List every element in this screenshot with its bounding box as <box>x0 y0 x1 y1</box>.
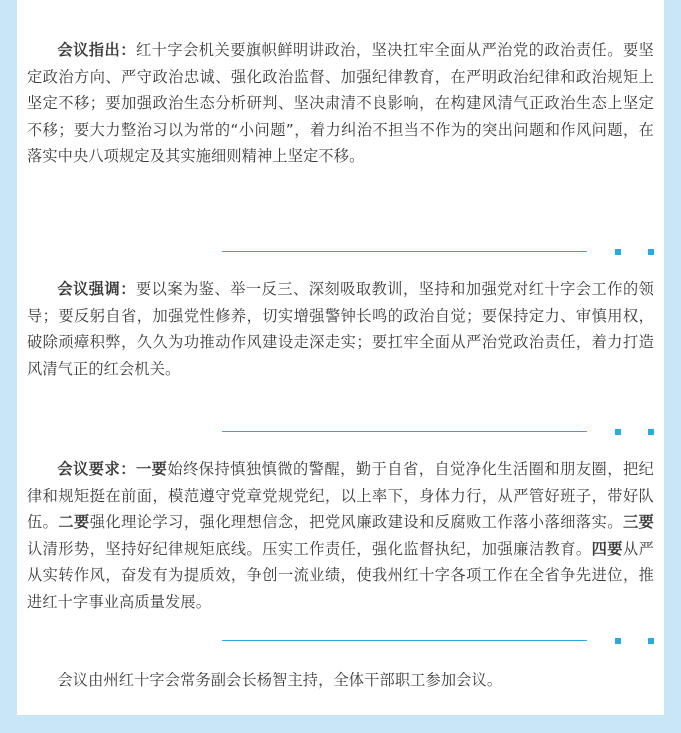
section-divider-line <box>222 640 587 641</box>
requirement-text: 强化理论学习，强化理想信念，把党风廉政建设和反腐败工作落小落细落实。 <box>89 513 623 532</box>
requirement-number: 四要 <box>591 539 623 558</box>
paragraph-meeting-emphasized <box>27 276 654 382</box>
divider-dot-icon <box>615 429 621 435</box>
article-page <box>17 0 664 715</box>
section-label: 会议指出： <box>57 41 136 59</box>
paragraph-meeting-pointed-out <box>27 37 654 170</box>
divider-dot-icon <box>648 429 654 435</box>
paragraph-closing: 会议由州红十字会常务副会长杨智主持，全体干部职工参加会议。 <box>57 671 503 689</box>
divider-dot-icon <box>648 249 654 255</box>
section-divider-line <box>222 431 587 432</box>
requirement-text: 从严从实转作风，奋发有为提质效，争创一流业绩，使我州红十字各项工作在全省争先进位，推进红十字事业高质量发展。 <box>27 539 654 611</box>
requirement-text: 认清形势，坚持好纪律规矩底线。压实工作责任，强化监督执纪，加强廉洁教育。 <box>27 539 592 558</box>
divider-dot-icon <box>615 249 621 255</box>
requirement-text: 始终保持慎独慎微的警醒，勤于自省，自觉净化生活圈和朋友圈，把纪律和规矩挺在前面，模范遵守党章党规党纪，以上率下，身体力行，从严管好班子，带好队伍。 <box>27 460 654 532</box>
section-divider-line <box>222 251 587 252</box>
requirement-number: 三要 <box>622 513 654 532</box>
section-text: 要以案为鉴、举一反三、深刻吸取教训，坚持和加强党对红十字会工作的领导；要反躬自省，加强党性修养，切实增强警钟长鸣的政治自觉；要保持定力、审慎用权，破除顽瘴积弊，久久为功推动作风建设走深走实；要扛牢全面从严治党政治责任，着力打造风清气正的红会机关。 <box>27 280 655 378</box>
divider-dot-icon <box>648 638 654 644</box>
divider-dot-icon <box>615 638 621 644</box>
requirement-number: 一要 <box>135 460 168 478</box>
requirement-number: 二要 <box>58 513 90 532</box>
section-label: 会议要求： <box>57 460 136 478</box>
paragraph-meeting-required <box>27 456 654 616</box>
section-label: 会议强调： <box>57 280 136 298</box>
section-text: 红十字会机关要旗帜鲜明讲政治，坚决扛牢全面从严治党的政治责任。要坚定政治方向、严守政治忠诚、强化政治监督、加强纪律教育，在严明政治纪律和政治规矩上坚定不移；要加强政治生态分析研判、坚决肃清不良影响，在构建风清气正政治生态上坚定不移；要大力整治习以为常的“小问题”，着力纠治不担当不作为的突出问题和作风问题，在落实中央八项规定及其实施细则精神上坚定不移。 <box>27 41 655 166</box>
